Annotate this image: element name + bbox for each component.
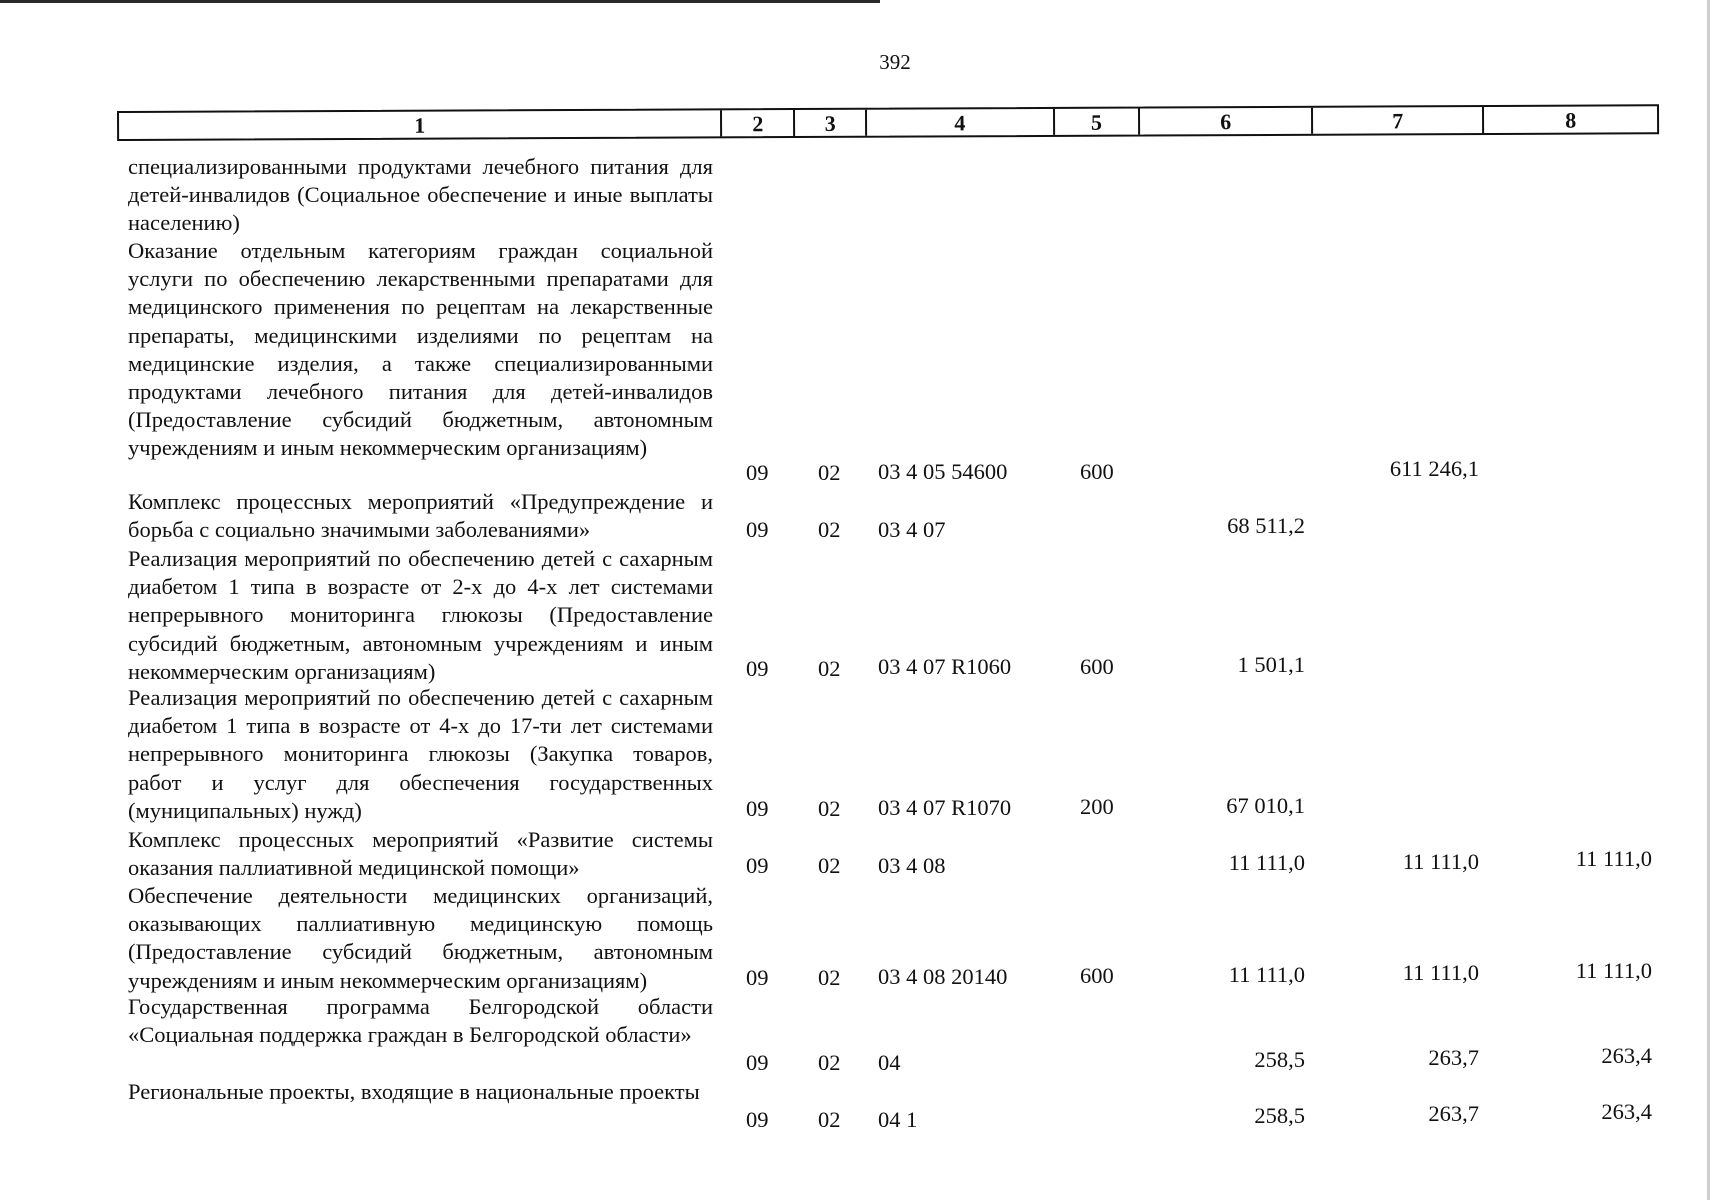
row-expense-type: 600 [1080,654,1114,679]
row-target-code: 03 4 07 R1060 [878,654,1012,679]
row-amount-col6: 11 111,0 [1228,850,1305,875]
row-subsection-code: 02 [818,796,841,821]
row-section-code: 09 [746,853,769,878]
row-target-code: 03 4 05 54600 [878,459,1008,484]
row-expense-type: 600 [1080,963,1114,988]
row-description: Комплекс процессных мероприятий «Развитие системы оказания паллиативной медицинской помощи» [128,827,713,881]
row-amount-col6: 258,5 [1254,1047,1305,1072]
row-amount-col7: 11 111,0 [1402,960,1479,985]
row-amount-col7: 11 111,0 [1402,849,1479,874]
row-expense-type: 600 [1080,459,1114,484]
row-amount-col7: 263,7 [1428,1101,1479,1126]
row-subsection-code: 02 [818,965,841,990]
row-description: специализированными продуктами лечебного питания для детей-инвалидов (Социальное обеспечение и иные выплаты населению) [128,154,713,236]
row-subsection-code: 02 [818,517,841,542]
row-description: Оказание отдельным категориям граждан социальной услуги по обеспечению лекарственными препаратами для медицинского применения по рецептам на лекарственные препараты, медицинскими изделиями по рецептам на медицинские изделия, а также специализированными продуктами лечебного питания для детей-инвалидов (Предоставление субсидий бюджетным, автономным учреждениям и иным некоммерческим организациям) [128,238,713,461]
row-amount-col8: 11 111,0 [1575,958,1652,983]
row-description: Государственная программа Белгородской области «Социальная поддержка граждан в Белгородской области» [128,994,713,1048]
row-section-code: 09 [746,460,769,485]
row-description: Реализация мероприятий по обеспечению детей с сахарным диабетом 1 типа в возрасте от 4-х до 17-ти лет системами непрерывного мониторинга глюкозы (Закупка товаров, работ и услуг для обеспечения государственных (муниципальных) нужд) [128,685,713,823]
row-description: Обеспечение деятельности медицинских организаций, оказывающих паллиативную медицинскую помощь (Предоставление субсидий бюджетным, автономным учреждениям и иным некоммерческим организациям) [128,883,713,993]
header-col-8: 8 [1565,107,1577,133]
row-target-code: 03 4 07 R1070 [878,795,1012,820]
row-amount-col8: 11 111,0 [1575,846,1652,871]
header-col-3: 3 [795,110,867,136]
header-col-4: 4 [867,109,1055,136]
row-amount-col6: 1 501,1 [1237,652,1305,677]
row-subsection-code: 02 [818,853,841,878]
row-amount-col8: 263,4 [1601,1043,1652,1068]
row-subsection-code: 02 [818,1107,841,1132]
row-section-code: 09 [746,656,769,681]
header-col-2: 2 [722,110,795,136]
row-target-code: 03 4 08 [878,853,946,878]
row-target-code: 03 4 08 20140 [878,964,1008,989]
row-amount-col6: 258,5 [1254,1103,1305,1128]
row-subsection-code: 02 [818,656,841,681]
row-amount-col6: 11 111,0 [1228,962,1305,987]
row-amount-col6: 67 010,1 [1226,793,1305,818]
row-section-code: 09 [746,1050,769,1075]
row-amount-col6: 68 511,2 [1227,513,1305,538]
header-col-7: 7 [1313,107,1485,134]
row-amount-col8: 263,4 [1601,1099,1652,1124]
row-amount-col7: 611 246,1 [1389,456,1479,481]
row-section-code: 09 [746,1107,769,1132]
row-description: Комплекс процессных мероприятий «Предупреждение и борьба с социально значимыми заболеваниями» [128,489,713,543]
row-target-code: 03 4 07 [878,517,946,542]
header-col-5: 5 [1055,109,1141,135]
row-section-code: 09 [746,796,769,821]
row-subsection-code: 02 [818,1050,841,1075]
row-section-code: 09 [746,965,769,990]
row-target-code: 04 [878,1050,901,1075]
row-amount-col7: 263,7 [1428,1045,1479,1070]
row-description: Реализация мероприятий по обеспечению детей с сахарным диабетом 1 типа в возрасте от 2-х до 4-х лет системами непрерывного мониторинга глюкозы (Предоставление субсидий бюджетным, автономным учреждениям и иным некоммерческим организациям) [128,546,713,684]
header-col-6: 6 [1140,108,1313,135]
page-number: 392 [879,50,911,74]
row-expense-type: 200 [1080,794,1114,819]
header-col-1: 1 [119,110,723,139]
row-target-code: 04 1 [878,1107,918,1132]
row-subsection-code: 02 [818,460,841,485]
row-section-code: 09 [746,517,769,542]
row-description: Региональные проекты, входящие в национальные проекты [128,1079,700,1104]
